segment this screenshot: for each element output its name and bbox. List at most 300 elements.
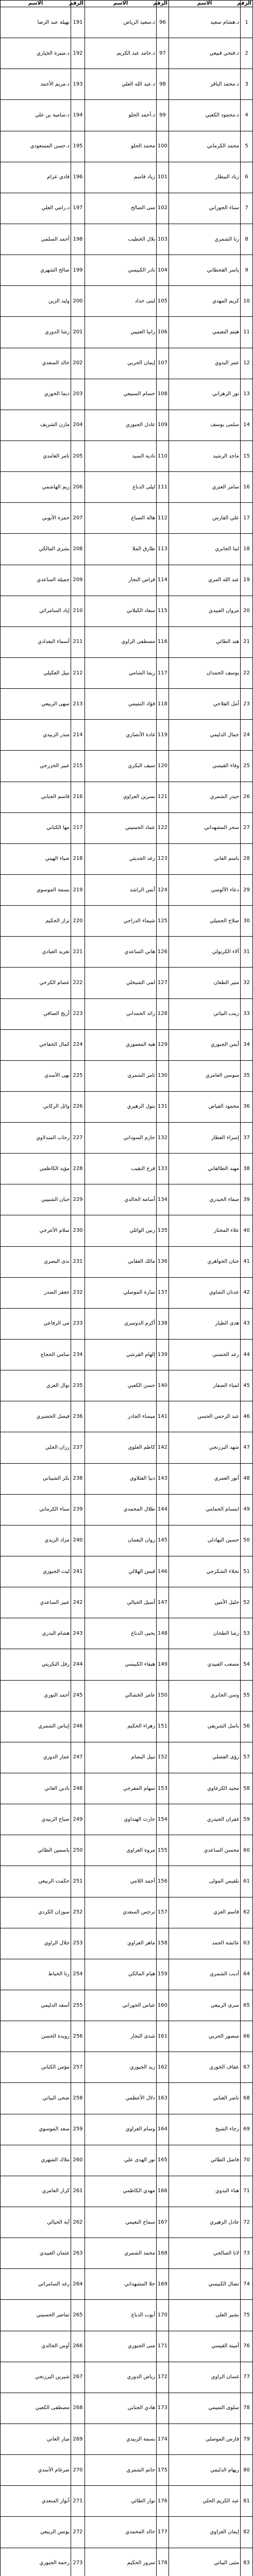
entry-name: كمال الخفاجي (1, 1029, 71, 1060)
entry-name: لمى الشيخلي (85, 968, 157, 998)
entry-number: 122 (157, 812, 169, 843)
table-row (1, 1463, 253, 1494)
entry-number: 151 (157, 1711, 169, 1742)
entry-name: صالح الشهري (1, 255, 71, 286)
entry-name: أحمد السلمي (1, 224, 71, 255)
entry-name: هناء البدوي (169, 2176, 241, 2207)
entry-number: 209 (71, 565, 85, 596)
entry-number: 110 (157, 440, 169, 471)
entry-number: 262 (71, 2207, 85, 2238)
entry-number: 69 (241, 2114, 253, 2145)
entry-name: أسعد الدليمي (1, 1990, 71, 2021)
entry-name: نهيلة عبد الرضا (1, 7, 71, 38)
entry-number: 56 (241, 1711, 253, 1742)
entry-name: هدى الطيار (169, 1308, 241, 1339)
entry-number: 46 (241, 1401, 253, 1432)
entry-number: 48 (241, 1463, 253, 1494)
entry-name: دلال الأعظمي (85, 2083, 157, 2114)
table-row (1, 1401, 253, 1432)
entry-number: 5 (241, 131, 253, 162)
entry-number: 223 (71, 998, 85, 1029)
entry-number: 201 (71, 317, 85, 348)
entry-number: 44 (241, 1340, 253, 1370)
entry-name: حازم السوداني (85, 1123, 157, 1154)
entry-number: 134 (157, 1184, 169, 1215)
entry-name: مها الكناني (1, 812, 71, 843)
entry-number: 261 (71, 2176, 85, 2207)
entry-name: هادي الجنابي (85, 2393, 157, 2424)
entry-name: نور الهدى علي (85, 2145, 157, 2176)
entry-name: ديما الخوري (1, 379, 71, 410)
table-row (1, 1154, 253, 1184)
entry-number: 129 (157, 1029, 169, 1060)
entry-number: 6 (241, 162, 253, 193)
entry-number: 249 (71, 1804, 85, 1835)
entry-name: حيدر الشمري (169, 782, 241, 812)
number-header: الرقم (157, 1, 169, 7)
entry-name: نوال العزي (1, 1370, 71, 1401)
entry-number: 246 (71, 1711, 85, 1742)
entry-name: أسامة الخالدي (85, 1184, 157, 1215)
entry-name: د.رامي العلي (1, 193, 71, 224)
entry-number: 78 (241, 2393, 253, 2424)
entry-name: إيمان الحربي (85, 348, 157, 379)
entry-number: 82 (241, 2517, 253, 2548)
entry-number: 266 (71, 2331, 85, 2362)
table-row (1, 874, 253, 905)
entry-name: مي الرفاعي (1, 1308, 71, 1339)
entry-number: 53 (241, 1618, 253, 1649)
entry-number: 103 (157, 224, 169, 255)
entry-name: زيد الجبوري (85, 2052, 157, 2083)
entry-number: 25 (241, 751, 253, 782)
entry-name: روان النعمان (85, 1525, 157, 1556)
entry-name: مهدي الكاظمي (85, 2176, 157, 2207)
entry-number: 156 (157, 1866, 169, 1897)
table-row (1, 1246, 253, 1277)
entry-number: 4 (241, 100, 253, 131)
table-row (1, 1711, 253, 1742)
entry-name: أديب الشمري (169, 1959, 241, 1990)
entry-number: 163 (157, 2083, 169, 2114)
entry-number: 65 (241, 1990, 253, 2021)
entry-name: رنين الوائلي (85, 1215, 157, 1246)
entry-number: 243 (71, 1618, 85, 1649)
entry-number: 197 (71, 193, 85, 224)
entry-number: 241 (71, 1556, 85, 1587)
entry-name: ندى البصري (1, 1246, 71, 1277)
table-row (1, 751, 253, 782)
entry-name: فادي عزام (1, 162, 71, 193)
entry-name: عبد الرحمن الحسن (169, 1401, 241, 1432)
entry-name: تامر الغامدي (1, 440, 71, 471)
entry-name: نضال الكبيسي (169, 2269, 241, 2300)
table-row (1, 937, 253, 968)
entry-number: 149 (157, 1649, 169, 1680)
entry-name: سامر العنزي (169, 472, 241, 503)
entry-name: سيف البكري (85, 751, 157, 782)
entry-number: 216 (71, 782, 85, 812)
entry-name: عبير الساعدي (1, 1587, 71, 1618)
entry-name: عائشة الحمد (169, 1928, 241, 1959)
table-row (1, 1556, 253, 1587)
entry-number: 61 (241, 1866, 253, 1897)
entry-number: 138 (157, 1308, 169, 1339)
entry-number: 215 (71, 751, 85, 782)
entry-number: 1 (241, 7, 253, 38)
entry-name: حنان الجواهري (169, 1246, 241, 1277)
entry-number: 229 (71, 1184, 85, 1215)
entry-number: 11 (241, 317, 253, 348)
entry-number: 116 (157, 626, 169, 657)
entry-name: فارس الموصلي (169, 2424, 241, 2454)
table-row (1, 1340, 253, 1370)
entry-name: رزان الحلي (1, 1432, 71, 1463)
entry-number: 104 (157, 255, 169, 286)
entry-name: بسمة الموسوي (1, 874, 71, 905)
entry-name: ياسمين الطائي (1, 1835, 71, 1866)
entry-name: رجاء الشيخ (169, 2114, 241, 2145)
entry-number: 38 (241, 1154, 253, 1184)
entry-name: ضياء الهيتي (1, 843, 71, 874)
entry-number: 83 (241, 2548, 253, 2576)
entry-name: خالد السعدي (1, 348, 71, 379)
table-row (1, 38, 253, 69)
entry-number: 75 (241, 2300, 253, 2331)
entry-number: 240 (71, 1525, 85, 1556)
entry-number: 105 (157, 286, 169, 317)
entry-number: 247 (71, 1742, 85, 1773)
entry-name: غفران الحيدري (169, 1804, 241, 1835)
entry-name: جعفر الصدر (1, 1277, 71, 1308)
table-row (1, 100, 253, 131)
entry-number: 130 (157, 1060, 169, 1091)
entry-name: صباح الزبيدي (1, 1804, 71, 1835)
table-row (1, 1308, 253, 1339)
entry-name: سوسن العامري (169, 1060, 241, 1091)
entry-name: هالة الصباغ (85, 503, 157, 534)
entry-name: عادل الزهيري (169, 2207, 241, 2238)
entry-number: 108 (157, 379, 169, 410)
entry-number: 152 (157, 1742, 169, 1773)
table-row (1, 503, 253, 534)
entry-name: قاسم الجنابي (1, 782, 71, 812)
entry-number: 50 (241, 1525, 253, 1556)
entry-name: نجلاء الشكرجي (169, 1556, 241, 1587)
entry-name: باسل الشريفي (169, 1711, 241, 1742)
entry-number: 118 (157, 689, 169, 720)
entry-number: 52 (241, 1587, 253, 1618)
entry-name: طلال المحمدي (85, 1494, 157, 1525)
entry-number: 136 (157, 1246, 169, 1277)
table-row (1, 162, 253, 193)
entry-name: مازن الشريف (1, 410, 71, 440)
entry-number: 178 (157, 2548, 169, 2576)
table-row (1, 472, 253, 503)
entry-number: 128 (157, 998, 169, 1029)
entry-number: 260 (71, 2145, 85, 2176)
entry-name: ليث الجبوري (1, 1556, 71, 1587)
entry-name: هند الطائي (169, 626, 241, 657)
table-row (1, 2486, 253, 2517)
entry-number: 17 (241, 503, 253, 534)
entry-number: 173 (157, 2393, 169, 2424)
table-row (1, 657, 253, 688)
entry-number: 35 (241, 1060, 253, 1091)
entry-name: رؤى الفضلي (169, 1742, 241, 1773)
entry-name: د.حسن المسعودي (1, 131, 71, 162)
entry-name: ريما الشامي (85, 657, 157, 688)
entry-number: 203 (71, 379, 85, 410)
entry-name: تماضر الحسيني (1, 2300, 71, 2331)
entry-number: 222 (71, 968, 85, 998)
entry-number: 54 (241, 1649, 253, 1680)
entry-name: هاني الساعدي (85, 937, 157, 968)
entry-name: رغد الحديثي (85, 843, 157, 874)
entry-number: 238 (71, 1463, 85, 1494)
entry-number: 42 (241, 1277, 253, 1308)
entry-number: 27 (241, 812, 253, 843)
entry-name: شذى النجار (85, 2021, 157, 2052)
entry-name: رائد الحمداني (85, 998, 157, 1029)
entry-number: 146 (157, 1556, 169, 1587)
entry-name: محمد الشمري (85, 2238, 157, 2269)
entry-number: 237 (71, 1432, 85, 1463)
entry-number: 208 (71, 534, 85, 565)
entry-name: مثنى البياتي (169, 2548, 241, 2576)
entry-name: رنا الشمري (169, 224, 241, 255)
entry-name: لبنى حداد (85, 286, 157, 317)
entry-number: 66 (241, 2021, 253, 2052)
entry-number: 12 (241, 348, 253, 379)
entry-name: رنا الخياط (1, 1959, 71, 1990)
entry-number: 250 (71, 1835, 85, 1866)
entry-name: كريم المهدي (169, 286, 241, 317)
entry-name: سناء الحوراني (169, 193, 241, 224)
entry-number: 168 (157, 2238, 169, 2269)
entry-name: سرى الربيعي (169, 1990, 241, 2021)
entry-name: منير الطعان (169, 968, 241, 998)
entry-name: د.مريم الأحمد (1, 69, 71, 100)
entry-name: د.محمد الباقر (169, 69, 241, 100)
entry-name: هيفاء الكبيسي (85, 1649, 157, 1680)
entry-name: منذر الزبيدي (1, 720, 71, 751)
entry-number: 106 (157, 317, 169, 348)
entry-name: سلام الأعرجي (1, 1215, 71, 1246)
entry-name: عفاف الخوري (169, 2052, 241, 2083)
entry-name: د.عبد الله العلي (85, 69, 157, 100)
entry-name: أكرم الدوسري (85, 1308, 157, 1339)
entry-number: 167 (157, 2207, 169, 2238)
entry-number: 267 (71, 2362, 85, 2393)
table-row (1, 2424, 253, 2454)
entry-name: إيناس الشمري (1, 1711, 71, 1742)
entry-name: غسان الراوي (169, 2362, 241, 2393)
table-row (1, 1029, 253, 1060)
entry-name: هشام البدري (1, 1618, 71, 1649)
entry-name: آلاء الكربولي (169, 937, 241, 968)
entry-name: أيمن الجبوري (169, 1029, 241, 1060)
entry-name: علي الفارس (169, 503, 241, 534)
entry-name: كرار العامري (1, 2176, 71, 2207)
entry-name: حكمت الربيعي (1, 1866, 71, 1897)
entry-name: حمزة الأيوبي (1, 503, 71, 534)
entry-number: 176 (157, 2486, 169, 2517)
entry-name: أوس الخالدي (1, 2331, 71, 2362)
table-row (1, 286, 253, 317)
table-row (1, 224, 253, 255)
entry-number: 16 (241, 472, 253, 503)
table-row (1, 1835, 253, 1866)
name-header: الاسم (169, 1, 241, 7)
entry-number: 10 (241, 286, 253, 317)
entry-number: 252 (71, 1897, 85, 1928)
table-row (1, 2269, 253, 2300)
entry-number: 40 (241, 1215, 253, 1246)
entry-number: 239 (71, 1494, 85, 1525)
entry-number: 39 (241, 1184, 253, 1215)
entry-name: ابتسام الحمامي (169, 1494, 241, 1525)
entry-number: 8 (241, 224, 253, 255)
table-row (1, 1742, 253, 1773)
entry-name: مراد الزيدي (1, 1525, 71, 1556)
entry-name: بلال الخطيب (85, 224, 157, 255)
entry-name: إلهام القرشي (85, 1340, 157, 1370)
entry-name: رانيا العتيبي (85, 317, 157, 348)
entry-name: أمل الفلاحي (169, 689, 241, 720)
entry-name: أنس الراشد (85, 874, 157, 905)
entry-name: سرور الحكيم (85, 2548, 157, 2576)
table-row (1, 2548, 253, 2576)
table-row (1, 1897, 253, 1928)
entry-number: 170 (157, 2300, 169, 2331)
entry-number: 218 (71, 843, 85, 874)
table-row (1, 255, 253, 286)
table-row (1, 720, 253, 751)
table-row (1, 7, 253, 38)
entry-name: د.هشام سعيد (169, 7, 241, 38)
table-row (1, 1215, 253, 1246)
table-row (1, 2145, 253, 2176)
entry-number: 13 (241, 379, 253, 410)
entry-name: أسيل الحيالي (85, 1587, 157, 1618)
entry-number: 148 (157, 1618, 169, 1649)
table-row (1, 2176, 253, 2207)
entry-name: يونس الربيعي (1, 2517, 71, 2548)
table-row (1, 1773, 253, 1804)
entry-name: قاسم الغزي (169, 1897, 241, 1928)
entry-number: 81 (241, 2486, 253, 2517)
entry-name: صلاح الجميلي (169, 906, 241, 937)
entry-number: 244 (71, 1649, 85, 1680)
entry-number: 31 (241, 937, 253, 968)
entry-number: 219 (71, 874, 85, 905)
entry-name: ضرغام الأسدي (1, 2455, 71, 2486)
entry-number: 255 (71, 1990, 85, 2021)
entry-name: سلمى يوسف (169, 410, 241, 440)
entry-name: حسين البهادلي (169, 1525, 241, 1556)
entry-number: 71 (241, 2176, 253, 2207)
entry-number: 63 (241, 1928, 253, 1959)
entry-number: 166 (157, 2176, 169, 2207)
entry-number: 154 (157, 1804, 169, 1835)
entry-number: 210 (71, 596, 85, 626)
entry-number: 205 (71, 440, 85, 471)
entry-name: سلوى التميمي (169, 2393, 241, 2424)
entry-name: زياد قاسم (85, 162, 157, 193)
entry-number: 162 (157, 2052, 169, 2083)
entry-number: 242 (71, 1587, 85, 1618)
entry-name: عمر البدوي (169, 348, 241, 379)
entry-name: إياد السامرائي (1, 596, 71, 626)
entry-name: زياد البيطار (169, 162, 241, 193)
table-row (1, 440, 253, 471)
entry-name: علاء المختار (169, 1215, 241, 1246)
entry-name: رشا الطحان (169, 1618, 241, 1649)
entry-number: 107 (157, 348, 169, 379)
table-row (1, 1123, 253, 1154)
table-row (1, 2114, 253, 2145)
entry-name: سناء الكرماني (1, 1494, 71, 1525)
entry-number: 144 (157, 1494, 169, 1525)
entry-name: ضحى البياتي (1, 2083, 71, 2114)
entry-number: 171 (157, 2331, 169, 2362)
entry-number: 157 (157, 1897, 169, 1928)
entry-number: 98 (157, 69, 169, 100)
entry-number: 115 (157, 596, 169, 626)
entry-number: 150 (157, 1680, 169, 1711)
entry-number: 254 (71, 1959, 85, 1990)
entry-number: 221 (71, 937, 85, 968)
entry-name: ماهر العزاوي (85, 1928, 157, 1959)
table-row (1, 2021, 253, 2052)
entry-number: 76 (241, 2331, 253, 2362)
entry-name: مؤيد الكاظمي (1, 1154, 71, 1184)
entry-number: 26 (241, 782, 253, 812)
entry-name: عصام الكرخي (1, 968, 71, 998)
entry-name: عباس الجوراني (85, 1990, 157, 2021)
name-header: الاسم (85, 1, 157, 7)
entry-name: رفل التكريتي (1, 1649, 71, 1680)
entry-name: ميار العاني (1, 2424, 71, 2454)
entry-number: 193 (71, 69, 85, 100)
entry-name: وائل الركابي (1, 1091, 71, 1122)
entry-number: 224 (71, 1029, 85, 1060)
entry-number: 45 (241, 1370, 253, 1401)
entry-number: 22 (241, 657, 253, 688)
entry-number: 194 (71, 100, 85, 131)
entry-name: زينب البياتي (169, 998, 241, 1029)
entry-number: 33 (241, 998, 253, 1029)
entry-name: سهام المفرجي (85, 1773, 157, 1804)
entry-name: آية الحيالي (1, 2207, 71, 2238)
entry-name: د.سامية بن علي (1, 100, 71, 131)
entry-name: رشا الدوري (1, 317, 71, 348)
entry-name: منى الجبوري (85, 2331, 157, 2362)
entry-number: 55 (241, 1680, 253, 1711)
entry-name: لانا الصالحي (169, 2238, 241, 2269)
entry-number: 153 (157, 1773, 169, 1804)
entry-number: 263 (71, 2238, 85, 2269)
entry-name: مؤمن الكناني (1, 2052, 71, 2083)
table-row (1, 2083, 253, 2114)
entry-name: بكر الشيباني (1, 1463, 71, 1494)
entry-number: 172 (157, 2362, 169, 2393)
entry-number: 59 (241, 1804, 253, 1835)
entry-name: محمود الفياض (169, 1091, 241, 1122)
entry-name: حسام السبيعي (85, 379, 157, 410)
entry-number: 36 (241, 1091, 253, 1122)
